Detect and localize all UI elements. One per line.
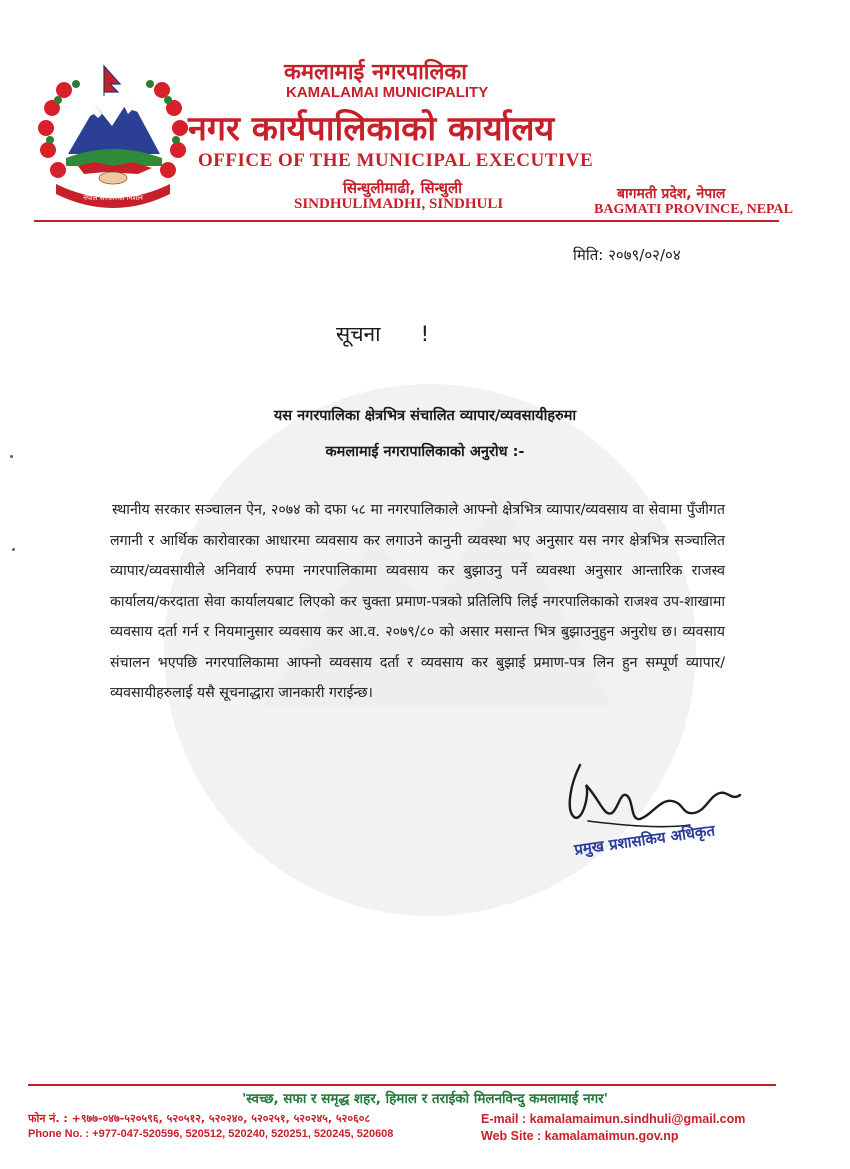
office-name-english: OFFICE OF THE MUNICIPAL EXECUTIVE xyxy=(198,150,594,171)
notice-title xyxy=(336,320,429,348)
footer-divider xyxy=(28,1084,776,1086)
notice-subject-line-2: कमलामाई नगरापालिकाको अनुरोध :- xyxy=(325,444,525,460)
province-english: BAGMATI PROVINCE, NEPAL xyxy=(594,202,793,217)
footer-slogan: 'स्वच्छ, सफा र समृद्ध शहर, हिमाल र तराईको मिलनविन्दु कमलामाई नगर' xyxy=(242,1091,608,1107)
province-nepali: बागमती प्रदेश, नेपाल xyxy=(617,186,726,202)
location-nepali: सिन्धुलीमाढी, सिन्धुली xyxy=(343,179,463,197)
municipality-name-english: KAMALAMAI MUNICIPALITY xyxy=(286,84,489,101)
signatory-title: प्रमुख प्रशासकिय अधिकृत xyxy=(573,821,716,859)
office-name-nepali: नगर कार्यपालिकाको कार्यालय xyxy=(188,109,555,149)
header-divider xyxy=(34,220,779,222)
location-english: SINDHULIMADHI, SINDHULI xyxy=(294,196,504,212)
phone-nepali: फोन नं. : +९७७-०४७-५२०५९६, ५२०५१२, ५२०२४०, ५२०२५१, ५२०२४५, ५२०६०८ xyxy=(28,1112,371,1125)
handwritten-signature-icon xyxy=(560,755,760,835)
notice-title-mark: ! xyxy=(420,322,430,346)
municipality-name-nepali: कमलामाई नगरपालिका xyxy=(284,60,467,85)
contact-email: E-mail : kamalamaimun.sindhuli@gmail.com xyxy=(481,1112,746,1126)
emblem-banner-text: नेपाल सरकारको निशान xyxy=(83,194,143,202)
letter-date: मिति: २०७९/०२/०४ xyxy=(573,246,681,264)
notice-body: स्थानीय सरकार सञ्चालन ऐन, २०७४ को दफा ५८ मा नगरपालिकाले आफ्नो क्षेत्रभित्र व्यापार/व्यवसाय वा सेवामा पुँजीगत लगानी र आर्थिक कारोवारका आधारमा व्यवसाय कर लगाउने कानुनी व्यवस्था भए अनुसार यस नगर क्षेत्रभित्र सञ्चालित व्यापार/व्यवसायीले अनिवार्य रुपमा नगरपालिकामा व्यवसाय कर बुझाउनु पर्ने व्यवस्था अनुसार आन्तारिक राजस्व कार्यालय/करदाता सेवा कार्यालयबाट लिएको कर चुक्ता प्रमाण-पत्रको प्रतिलिपि लिई नगरपालिकाको राजश्व उप-शाखामा व्यवसाय दर्ता गर्न र नियमानुसार व्यवसाय कर आ.व. २०७९/८० को असार मसान्त भित्र बुझाउनुहुन अनुरोध छ। व्यवसाय संचालन भएपछि नगरपालिकामा आफ्नो व्यवसाय दर्ता र व्यवसाय कर बुझाई प्रमाण-पत्र लिन हुन सम्पूर्ण व्यापार/व्यवसायीहरुलाई यसै सूचनाद्धारा जानकारी गराईन्छ। xyxy=(110,502,725,701)
phone-english: Phone No. : +977-047-520596, 520512, 520240, 520251, 520245, 520608 xyxy=(28,1128,394,1140)
nepal-emblem-icon xyxy=(34,62,192,208)
notice-subject-line-1: यस नगरपालिका क्षेत्रभित्र संचालित व्यापार/व्यवसायीहरुमा xyxy=(273,408,577,424)
contact-website: Web Site : kamalamaimun.gov.np xyxy=(481,1129,679,1143)
notice-title-text: सूचना xyxy=(336,322,381,346)
